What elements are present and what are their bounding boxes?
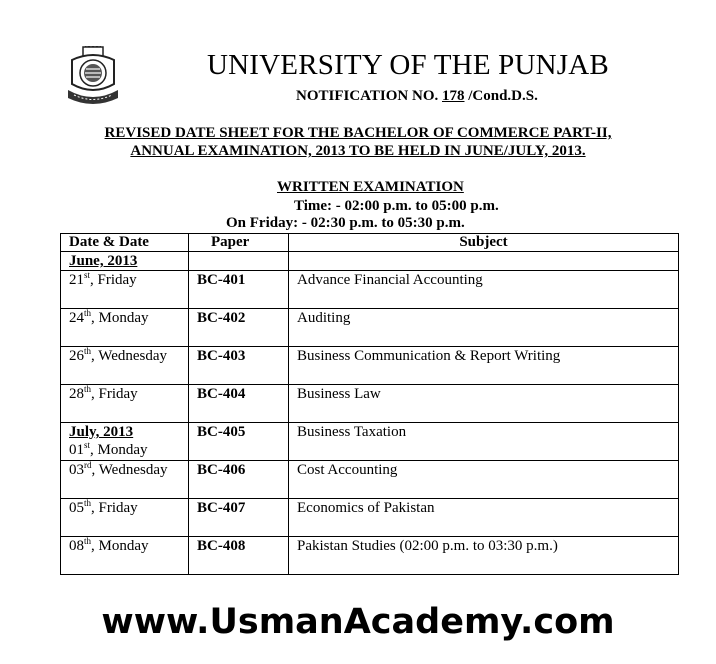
website-watermark: www.UsmanAcademy.com bbox=[101, 602, 615, 642]
table-row bbox=[61, 537, 679, 575]
time-friday: On Friday: - 02:30 p.m. to 05:30 p.m. bbox=[226, 215, 465, 231]
paper-code: BC-404 bbox=[189, 385, 289, 423]
subject-cell: Business Law bbox=[289, 385, 679, 423]
table-row bbox=[61, 347, 679, 385]
paper-code: BC-406 bbox=[189, 461, 289, 499]
university-title: UNIVERSITY OF THE PUNJAB bbox=[207, 49, 609, 81]
table-row bbox=[61, 461, 679, 499]
month-row-june bbox=[61, 252, 679, 271]
paper-code: BC-401 bbox=[189, 271, 289, 309]
subject-cell: Cost Accounting bbox=[289, 461, 679, 499]
subject-cell: Economics of Pakistan bbox=[289, 499, 679, 537]
table-row bbox=[61, 499, 679, 537]
time-regular: Time: - 02:00 p.m. to 05:00 p.m. bbox=[294, 198, 499, 214]
table-row bbox=[61, 309, 679, 347]
table-header-row bbox=[61, 234, 679, 252]
paper-code: BC-407 bbox=[189, 499, 289, 537]
date-sheet-table bbox=[60, 233, 679, 575]
table-row bbox=[61, 423, 679, 461]
date-cell: 05th, Friday bbox=[61, 499, 189, 537]
paper-code: BC-405 bbox=[189, 423, 289, 461]
date-cell: 08th, Monday bbox=[61, 537, 189, 575]
date-cell: 28th, Friday bbox=[61, 385, 189, 423]
header-subject: Subject bbox=[289, 234, 679, 252]
revised-heading-line2: ANNUAL EXAMINATION, 2013 TO BE HELD IN JUNE/JULY, 2013. bbox=[130, 143, 586, 159]
paper-code: BC-402 bbox=[189, 309, 289, 347]
university-crest-icon bbox=[66, 46, 120, 110]
date-cell: July, 2013 01st, Monday bbox=[61, 423, 189, 461]
header-date: Date & Date bbox=[61, 234, 189, 252]
month-label-june: June, 2013 bbox=[69, 253, 138, 269]
subject-cell: Business Communication & Report Writing bbox=[289, 347, 679, 385]
table-row bbox=[61, 385, 679, 423]
subject-cell: Advance Financial Accounting bbox=[289, 271, 679, 309]
date-cell: 21st, Friday bbox=[61, 271, 189, 309]
month-label-july: July, 2013 bbox=[69, 424, 134, 440]
date-cell: 26th, Wednesday bbox=[61, 347, 189, 385]
header-paper: Paper bbox=[189, 234, 289, 252]
subject-cell: Pakistan Studies (02:00 p.m. to 03:30 p.m.) bbox=[289, 537, 679, 575]
notification-number: NOTIFICATION NO. 178 /Cond.D.S. bbox=[296, 88, 538, 104]
date-cell: 24th, Monday bbox=[61, 309, 189, 347]
revised-heading-line1: REVISED DATE SHEET FOR THE BACHELOR OF COMMERCE PART-II, bbox=[104, 125, 612, 141]
subject-cell: Auditing bbox=[289, 309, 679, 347]
subject-cell: Business Taxation bbox=[289, 423, 679, 461]
written-exam-heading: WRITTEN EXAMINATION bbox=[277, 179, 464, 195]
table-row bbox=[61, 271, 679, 309]
date-cell: 03rd, Wednesday bbox=[61, 461, 189, 499]
paper-code: BC-408 bbox=[189, 537, 289, 575]
paper-code: BC-403 bbox=[189, 347, 289, 385]
